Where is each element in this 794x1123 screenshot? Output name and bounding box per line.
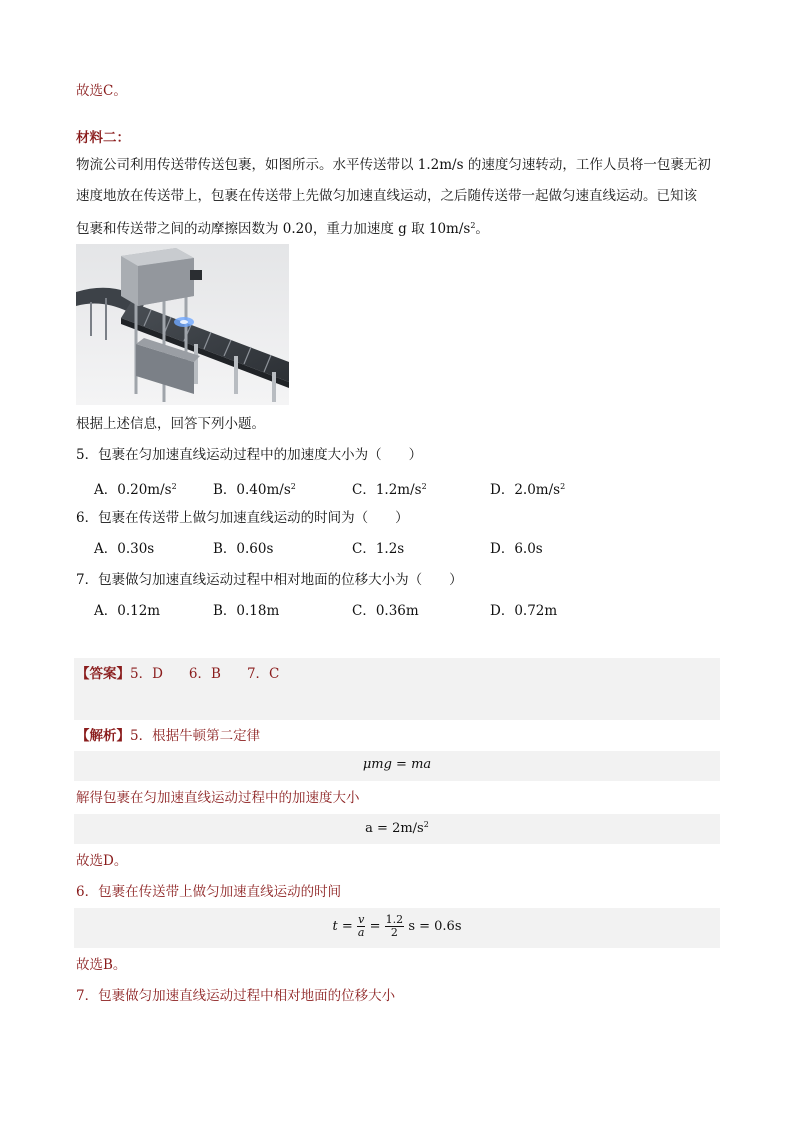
analysis-tag: 【解析】 [76, 728, 130, 744]
question-5-option-c: C．$1.2m/s^2$ [352, 482, 427, 498]
question-6-stem: 6．包裹在传送带上做匀加速直线运动的时间为（ ） [76, 510, 409, 526]
question-6-option-b: B．0.60s [213, 541, 274, 557]
conveyor-belt-image [76, 244, 289, 405]
question-5-stem: 5．包裹在匀加速直线运动过程中的加速度大小为（ ） [76, 447, 423, 463]
answer-tag: 【答案】 [76, 666, 130, 682]
instruction-line: 根据上述信息，回答下列小题。 [76, 416, 265, 432]
question-7-option-b: B．0.18m [213, 603, 280, 619]
analysis-q6-line: 6．包裹在传送带上做匀加速直线运动的时间 [76, 884, 342, 900]
analysis-q7-line: 7．包裹做匀加速直线运动过程中相对地面的位移大小 [76, 988, 396, 1004]
formula-newton-second-law: μmg = ma [362, 757, 432, 772]
answer-line [76, 664, 279, 684]
analysis-choose-b: 故选B。 [76, 957, 127, 973]
analysis-line-2: 解得包裹在匀加速直线运动过程中的加速度大小 [76, 790, 360, 806]
question-7-option-c: C．0.36m [352, 603, 419, 619]
previous-conclusion: 故选C。 [76, 83, 127, 99]
question-5-option-b: B．$0.40m/s^2$ [213, 482, 296, 498]
analysis-intro: 5．根据牛顿第二定律 [130, 728, 261, 744]
formula-acceleration: $a = 2m/s^2$ [365, 820, 429, 836]
question-6-option-d: D．6.0s [490, 541, 543, 557]
answer-item-7: 7．C [246, 666, 280, 682]
question-7-option-a: A．0.12m [94, 603, 161, 619]
answer-item-5: 5．D [130, 666, 163, 682]
material-para-line-2: 速度地放在传送带上，包裹在传送带上先做匀加速直线运动，之后随传送带一起做匀速直线运动。已知该 [76, 188, 697, 204]
answer-item-6: 6．B [188, 666, 221, 682]
question-6-option-c: C．1.2s [352, 541, 405, 557]
fraction-v-over-a: $\frac{v}{a}$ [357, 913, 365, 939]
question-6-option-a: A．0.30s [94, 541, 155, 557]
formula-time: t = $\frac{v}{a}$ = $\frac{1.2}{2}$ s = 0.6s [332, 913, 462, 939]
analysis-choose-d: 故选D。 [76, 853, 128, 869]
fraction-1-2-over-2: $\frac{1.2}{2}$ [385, 913, 404, 939]
question-5-option-a: A．$0.20m/s^2$ [94, 482, 177, 498]
question-7-stem: 7．包裹做匀加速直线运动过程中相对地面的位移大小为（ ） [76, 572, 463, 588]
material-para-line-1: 物流公司利用传送带传送包裹，如图所示。水平传送带以 1.2m/s 的速度匀速转动，工作人员将一包裹无初 [76, 157, 711, 173]
analysis-intro-line [76, 726, 260, 746]
material-heading: 材料二： [76, 130, 130, 146]
question-7-option-d: D．0.72m [490, 603, 558, 619]
material-para-line-3: 包裹和传送带之间的动摩擦因数为 0.20，重力加速度 g 取 $10m/s^2$。 [76, 221, 489, 237]
question-5-option-d: D．$2.0m/s^2$ [490, 482, 566, 498]
